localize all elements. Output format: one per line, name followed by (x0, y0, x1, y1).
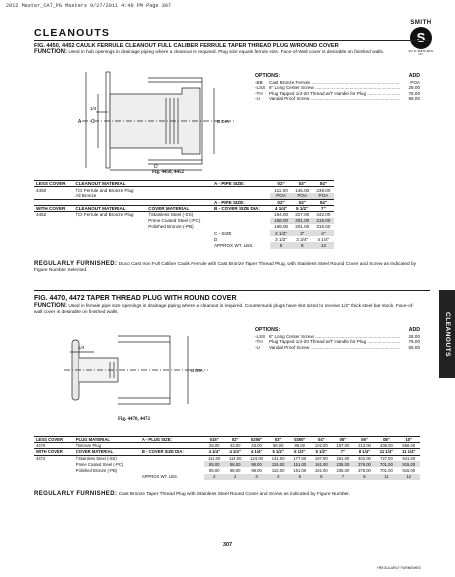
table-cell: 2 (204, 474, 225, 480)
fig2-function-label: FUNCTION: (34, 303, 67, 309)
table-cell: 157.00 (336, 443, 350, 449)
table-header-cell: PLUG MATERIAL (74, 437, 140, 443)
fig1-regularly-text: Duco Cast Iron Full Caliber Caulk Ferrule with Cast Bronze Taper Thread Plug, with Stainless Steel Round Cover and Screw as Indicated by Figure Number Selected. (34, 262, 417, 273)
option-code: -BB (255, 79, 263, 85)
footnote: †REGULARLY FURNISHED (376, 566, 421, 570)
fig1-regularly-furnished (34, 262, 419, 274)
fig2-options-add: ADD (408, 327, 420, 333)
table-cell: 239.00 (316, 187, 331, 193)
option-desc: 6" Long Center Screw ..... (269, 334, 400, 340)
option-code: -TH (255, 90, 263, 96)
table-header-cell: WITH COVER (34, 205, 73, 211)
table-cell (34, 242, 73, 248)
option-price: 78.00 (408, 339, 420, 345)
table-cell: 3 (267, 474, 289, 480)
option-price: POA (410, 79, 420, 85)
table-header-cell: A - PIPE SIZE: (212, 199, 271, 205)
table-header-cell: 015" (204, 437, 225, 443)
table-header-cell: 5 1/2" (292, 205, 313, 211)
option-price: 78.00 (408, 90, 420, 96)
fig1-spec-table (34, 180, 334, 249)
table-header-cell: 04" (313, 199, 334, 205)
table-cell: 4452 (36, 212, 47, 218)
option-desc: Plug Tapped 1/4-20 Thread w/T Handle for Plug ..... (269, 339, 400, 345)
table-cell: POA (270, 193, 291, 199)
table-cell: 194.00 (274, 212, 289, 218)
table-cell (74, 474, 140, 480)
fig1-dim-a: A (78, 119, 82, 125)
table-header-cell: 02" (225, 437, 246, 443)
table-cell: 151.00 (293, 468, 307, 474)
option-price: 28.00 (408, 333, 420, 339)
table-header-cell: LESS COVER (34, 437, 74, 443)
table-cell: 13 (313, 242, 334, 248)
table-header-cell: 7" (332, 449, 354, 455)
table-header-cell: CLEANOUT MATERIAL (73, 205, 146, 211)
section-title: CLEANOUTS (34, 27, 111, 39)
table-header-cell: 02" (270, 181, 291, 187)
table-header-cell: 04" (311, 437, 333, 443)
table-cell: Polished Bronze (-PB) (148, 224, 194, 230)
table-header-cell: A - PLUG SIZE: (140, 437, 199, 443)
option-code: -U (255, 344, 260, 350)
table-cell: 941.00 (402, 455, 416, 461)
fig2-caption: Fig. 4470, 4472 (118, 417, 150, 422)
table-cell: 151.00 (289, 461, 311, 467)
table-header-cell: B - COVER SIZE DIA: (212, 205, 271, 211)
fig2-rule (34, 290, 430, 291)
table-cell: APPROX WT. LBS. (213, 242, 254, 248)
table-header-cell: 02" (270, 199, 291, 205)
table-cell: 177.00 (293, 455, 307, 461)
table-cell: 3 (246, 474, 268, 480)
table-header-cell: 4 1/4" (204, 449, 225, 455)
fig1-dim-c: C (91, 119, 95, 125)
table-cell: 4470 (36, 443, 46, 449)
fig2-options (255, 328, 420, 350)
fig1-regularly-label: REGULARLY FURNISHED: (34, 261, 118, 267)
page-number: 307 (222, 542, 233, 548)
fig1-dim-g: 1/4 (90, 106, 97, 111)
table-cell: 124.00 (250, 455, 263, 461)
table-cell: 161.00 (311, 461, 333, 467)
fig1-function-text: Used in hub openings in drainage piping where a cleanout is required. Plug size equals ferrule size. Face-of-Wall cover is desirable on finished walls. (68, 50, 385, 55)
table-cell: 161.00 (314, 468, 328, 474)
table-cell: 4450 (36, 187, 47, 193)
table-header-cell: 5 1/2" (289, 449, 311, 455)
option-desc: 6" Long Center Screw ..... (269, 85, 400, 91)
table-cell: †Stainless Steel (-SS) (75, 455, 117, 461)
table-cell: 701.00 (375, 461, 397, 467)
fig2-dim-b: B DIA. (191, 368, 205, 373)
table-header-cell: 10" (398, 437, 420, 443)
fig1-options-title: OPTIONS: (255, 73, 281, 79)
table-cell: 88.00 (229, 468, 241, 474)
option-desc: Vandal Proof Screw ..... (269, 345, 400, 351)
table-cell: 187.00 (314, 455, 328, 461)
table-cell: †Stainless Steel (-SS) (148, 212, 194, 218)
table-header-cell: 11 1/4" (398, 449, 420, 455)
option-code: -LSS (255, 85, 266, 91)
table-header-cell: LESS COVER (34, 181, 73, 187)
table-cell: 4472 (36, 455, 46, 461)
logo-subtitle: JAY R. SMITH MFG. CO. (408, 49, 434, 56)
table-cell: †Bronze Plug (75, 443, 101, 449)
table-cell: 115.00 (267, 461, 289, 467)
title-rule (34, 40, 430, 41)
table-cell: 315.00 (316, 224, 331, 230)
option-desc: Plug Tapped 1/4-20 Thread w/T Handle for Plug ..... (269, 91, 400, 97)
table-cell: 2 1/2" (270, 230, 291, 236)
table-header-cell: COVER MATERIAL (146, 205, 212, 211)
fig2-dim-g: 1/4 (78, 345, 85, 350)
cleanouts-side-tab[interactable]: CLEANOUTS (439, 290, 455, 378)
table-header-cell: 05" (332, 437, 354, 443)
print-header: 2012 Master_CAT_PG Masters 9/27/2011 4:49 PM Page 307 (6, 3, 171, 9)
table-cell: 2 (225, 474, 246, 480)
table-cell: All Bronze (75, 193, 97, 199)
table-header-cell: 06" (354, 437, 376, 443)
table-cell: 8 (292, 242, 313, 248)
fig1-dim-b: B DIA. (217, 119, 231, 124)
option-code: -U (255, 96, 260, 102)
table-cell: 201.00 (292, 218, 313, 224)
fig1-caption: Fig. 4450, 4452 (152, 170, 184, 175)
table-cell: 376.00 (354, 461, 376, 467)
table-header-cell: 8 1/4" (354, 449, 376, 455)
table-cell: 102.00 (314, 443, 328, 449)
table-header-cell: 03" (292, 181, 313, 187)
table-cell: 4 1/4" (317, 236, 330, 242)
table-cell: 235.00 (336, 468, 350, 474)
table-header-cell: 5 1/2" (267, 449, 289, 455)
fig1-options (255, 74, 420, 102)
fig2-options-title: OPTIONS: (255, 327, 281, 333)
option-desc: Vandal Proof Screw ..... (269, 96, 400, 102)
table-cell: 7 (332, 474, 354, 480)
option-code: -TH (255, 339, 263, 345)
table-cell: 168.00 (274, 224, 289, 230)
table-cell: 261.00 (336, 455, 350, 461)
table-cell (73, 242, 146, 248)
table-cell: †CI Ferrule and Bronze Plug (75, 187, 134, 193)
fig1-dim-d: D (154, 164, 158, 170)
table-header-cell: CLEANOUT MATERIAL (73, 181, 146, 187)
table-cell: 114.00 (228, 455, 242, 461)
table-cell: 111.00 (208, 455, 221, 461)
table-cell: 11 (375, 474, 397, 480)
table-row (34, 242, 334, 248)
option-desc: Cast Bronze Ferrule ..... (269, 80, 400, 86)
table-header-cell: 4 1/4" (225, 449, 246, 455)
fig2-regularly-furnished (34, 492, 419, 498)
fig2-drawing (58, 322, 238, 417)
table-cell: Prime Coated Steel (-PC) (75, 461, 124, 467)
table-header-cell: 0250" (246, 437, 268, 443)
table-cell: Prime Coated Steel (-PC) (148, 218, 201, 224)
fig2-regularly-label: REGULARLY FURNISHED: (34, 491, 118, 497)
table-cell: 315.00 (313, 218, 334, 224)
table-cell: 227.00 (295, 212, 310, 218)
table-cell: D (213, 236, 218, 242)
table-cell: 111.00 (274, 187, 288, 193)
table-cell: 43.00 (251, 443, 262, 449)
table-cell: 58.00 (272, 443, 284, 449)
table-cell: 141.00 (271, 455, 285, 461)
table-header-cell: 04" (313, 181, 334, 187)
fig1-option-row (255, 96, 420, 102)
fig1-function (34, 50, 414, 56)
table-cell: 168.00 (270, 218, 291, 224)
table-cell: 5 (289, 474, 311, 480)
table-cell (34, 474, 74, 480)
table-header-cell: 03" (267, 437, 289, 443)
table-header-cell: COVER MATERIAL (74, 449, 140, 455)
table-cell: POA (292, 193, 313, 199)
table-cell: 656.00 (402, 443, 416, 449)
fig1-heading: FIG. 4450, 4452 CAULK FERRULE CLEANOUT FULL CALIBER FERRULE TAPER THREAD PLUG W/ROUND COVER (34, 43, 339, 49)
logo-brand: SMITH (410, 20, 432, 26)
table-cell: 213.00 (358, 443, 371, 449)
table-cell: 88.00 (225, 461, 246, 467)
table-cell: 342.00 (316, 212, 331, 218)
table-header-cell: 03" (292, 199, 313, 205)
table-row (34, 474, 420, 480)
table-cell: 95.00 (294, 443, 305, 449)
table-cell: 4" (313, 230, 334, 236)
table-cell: 701.00 (380, 468, 393, 474)
fig2-function-text: Used in female pipe size openings in drainage piping where a cleanout is required. Countersunk plugs have slot sized to receive 1/2" thick steel bar stock. Face-of-wall cover is desirable on finished walls. (34, 304, 414, 315)
option-price: 28.00 (408, 85, 420, 91)
table-header-cell: 4 1/4" (270, 205, 291, 211)
table-cell (146, 242, 212, 248)
table-cell: 98.00 (251, 468, 262, 474)
table-cell: 376.00 (358, 468, 371, 474)
table-header-cell: WITH COVER (34, 449, 74, 455)
option-code: -LSS (255, 333, 266, 339)
table-cell: †CI Ferrule and Bronze Plug (75, 212, 134, 218)
table-cell: 201.00 (295, 224, 310, 230)
fig1-function-label: FUNCTION: (34, 49, 67, 55)
table-header-cell: 4 1/4" (246, 449, 268, 455)
table-header-cell: 0350" (289, 437, 311, 443)
table-cell: 85.00 (204, 461, 225, 467)
table-cell: C - SIZE (213, 230, 232, 236)
table-cell: 28.00 (209, 443, 220, 449)
table-cell: 5 (311, 474, 333, 480)
logo-emblem-icon: S (410, 27, 432, 49)
table-cell: 727.00 (380, 455, 393, 461)
table-cell: 402.00 (358, 455, 371, 461)
fig2-spec-table (34, 436, 420, 480)
table-cell: 438.00 (380, 443, 393, 449)
table-cell: Polished Bronze (-PB) (75, 468, 118, 474)
table-cell: 3" (292, 230, 313, 236)
table-cell: 85.00 (209, 468, 220, 474)
table-cell: 145.00 (295, 187, 310, 193)
table-cell: 5 (270, 242, 291, 248)
fig2-regularly-text: Cast Bronze Taper Thread Plug with Stainless Steel Round Cover and Screw as indicated by Figure Number. (118, 492, 350, 497)
fig1-options-add: ADD (408, 73, 420, 79)
table-header-cell: B - COVER SIZE DIA: (140, 449, 199, 455)
table-cell: POA (313, 193, 334, 199)
table-cell: 8 (354, 474, 376, 480)
table-header-cell: 08" (375, 437, 397, 443)
option-price: 58.00 (408, 344, 420, 350)
fig2-option-row (255, 345, 420, 351)
table-cell: 915.00 (398, 461, 420, 467)
table-cell: APPROX WT. LBS. (141, 474, 178, 480)
fig2-function (34, 304, 414, 316)
table-cell: 33.00 (229, 443, 241, 449)
table-header-cell: 5 1/2" (311, 449, 333, 455)
fig2-heading: FIG. 4470, 4472 TAPER THREAD PLUG WITH ROUND COVER (34, 295, 237, 302)
table-cell: 115.00 (271, 468, 285, 474)
table-header-cell: 11 1/4" (375, 449, 397, 455)
table-cell: 235.00 (332, 461, 354, 467)
table-cell: 12 (398, 474, 420, 480)
table-cell: 3 1/2" (275, 236, 287, 242)
table-cell: 98.00 (246, 461, 268, 467)
table-cell: 3 3/4" (296, 236, 309, 242)
fig1-drawing (62, 68, 242, 173)
option-price: 58.00 (408, 96, 420, 102)
table-cell: 915.00 (402, 468, 416, 474)
table-header-cell: 7" (313, 205, 334, 211)
table-header-cell: A - PIPE SIZE: (212, 181, 271, 187)
